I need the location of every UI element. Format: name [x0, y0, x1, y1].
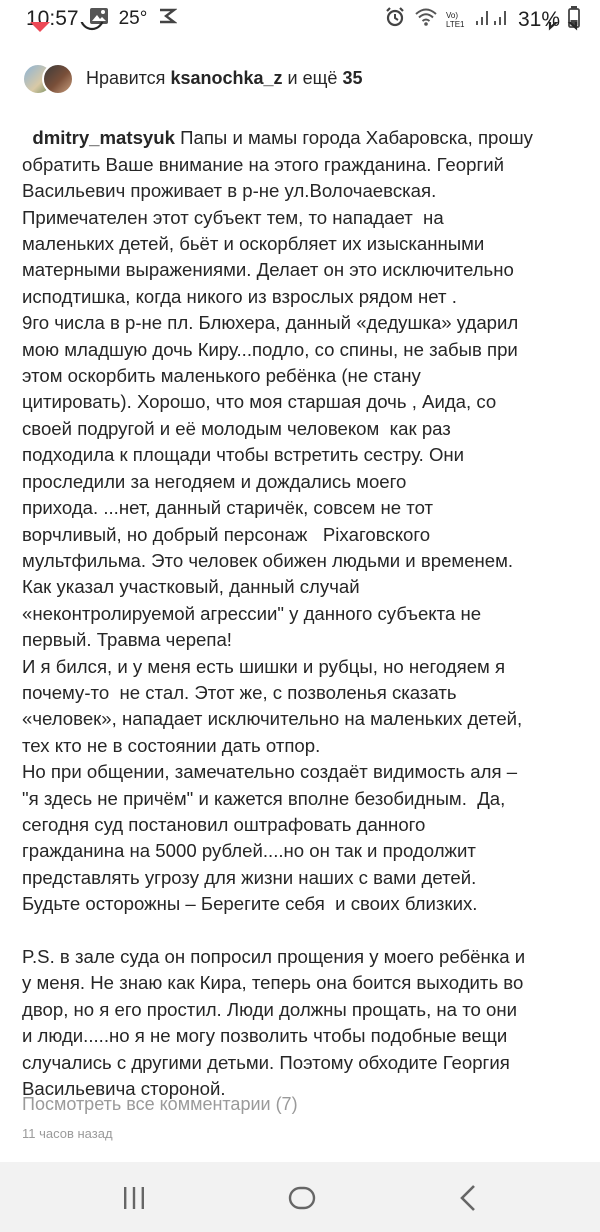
likes-user[interactable]: ksanochka_z	[170, 67, 283, 88]
caption-line: тех кто не в состоянии дать отпор.	[22, 734, 321, 756]
caption-line: и люди.....но я не могу позволить чтобы подобные вещи	[22, 1025, 508, 1047]
caption-line: почему-то не стал. Этот же, с позволенья сказать	[22, 681, 457, 703]
caption-line: прихода. ...нет, данный старичёк, совсем не тот	[22, 497, 434, 519]
home-icon	[287, 1183, 317, 1213]
back-icon	[456, 1183, 480, 1213]
caption-line: мультфильма. Это человек обижен людьми и временем.	[22, 549, 514, 571]
caption-username[interactable]: dmitry_matsyuk	[32, 127, 175, 149]
caption-line: проследили за негодяем и дождались моего	[22, 470, 407, 492]
view-comments-link[interactable]: Посмотреть все комментарии (7)	[22, 1094, 298, 1114]
caption-line: Будьте осторожны – Берегите себя и своих близких.	[22, 893, 478, 915]
caption-line: сегодня суд постановил оштрафовать данного	[22, 813, 426, 835]
caption-line: представлять угрозу для жизни наших с вами детей.	[22, 866, 477, 888]
caption-line: своей подругой и её молодым человеком как раз	[22, 417, 451, 439]
likes-prefix: Нравится	[86, 67, 166, 88]
caption-text	[22, 127, 533, 1099]
caption-line: маленьких детей, бьёт и оскорбляет их изысканными	[22, 233, 485, 255]
caption-line: случались с другими детьми. Поэтому обходите Георгия	[22, 1051, 510, 1073]
caption-line: Папы и мамы города Хабаровска, прошу	[174, 127, 533, 149]
post-caption	[22, 99, 582, 1102]
caption-line: ворчливый, но добрый персонаж Pixаговского	[22, 523, 431, 545]
caption-line: Васильевич проживает в р-не ул.Волочаевская.	[22, 180, 437, 202]
caption-line: у меня. Не знаю как Кира, теперь она боится выходить во	[22, 972, 524, 994]
home-button[interactable]	[282, 1182, 322, 1214]
caption-line: Васильевича стороной.	[22, 1078, 226, 1100]
caption-line: мою младшую дочь Киру...подло, со спины, не забыв при	[22, 338, 518, 360]
caption-line: матерными выражениями. Делает он это исключительно	[22, 259, 514, 281]
avatar	[42, 63, 74, 95]
recent-apps-button[interactable]	[114, 1182, 154, 1214]
caption-line: гражданина на 5000 рублей....но он так и продолжит	[22, 840, 476, 862]
caption-line: Но при общении, замечательно создаёт видимость аля –	[22, 761, 518, 783]
caption-line: Примечателен этот субъект тем, то нападает на	[22, 206, 444, 228]
caption-line: И я бился, и у меня есть шишки и рубцы, но негодяем я	[22, 655, 506, 677]
caption-line: Как указал участковый, данный случай	[22, 576, 360, 598]
liker-avatars	[22, 63, 76, 93]
caption-line: «неконтролируемой агрессии" у данного субъекта не	[22, 602, 482, 624]
recent-apps-icon	[121, 1185, 147, 1211]
battery-percent: 31%	[517, 8, 560, 31]
caption-line: 9го числа в р-не пл. Блюхера, данный «дедушка» ударил	[22, 312, 519, 334]
likes-count[interactable]: 35	[342, 67, 363, 88]
caption-line: цитировать). Хорошо, что моя старшая дочь , Аида, со	[22, 391, 497, 413]
heart-icon[interactable]	[26, 22, 54, 39]
caption-line: первый. Травма черепа!	[22, 629, 232, 651]
back-button[interactable]	[448, 1182, 488, 1214]
likes-row[interactable]	[22, 62, 362, 94]
likes-middle: и ещё	[287, 67, 338, 88]
status-time: 10:57	[26, 7, 79, 30]
post-timestamp: 11 часов назад	[22, 1126, 113, 1141]
status-temperature: 25°	[118, 8, 148, 29]
caption-line: исподтишка, когда никого из взрослых рядом нет .	[22, 285, 457, 307]
action-icons-row	[0, 22, 600, 44]
caption-line: этом оскорбить маленького ребёнка (не стану	[22, 365, 421, 387]
bookmark-icon[interactable]	[548, 22, 578, 43]
navigation-bar	[0, 1162, 600, 1232]
caption-line: подходила к площади чтобы встретить сестру. Они	[22, 444, 465, 466]
caption-line: двор, но я его простил. Люди должны прощать, на то они	[22, 998, 518, 1020]
caption-line: "я здесь не причём" и кажется вполне безобидным. Да,	[22, 787, 506, 809]
caption-line: «человек», нападает исключительно на маленьких детей,	[22, 708, 523, 730]
network-label: Vo) LTE1	[445, 11, 465, 29]
comment-icon[interactable]	[78, 22, 106, 39]
caption-line: обратить Ваше внимание на этого гражданина. Георгий	[22, 153, 504, 175]
caption-line: P.S. в зале суда он попросил прощения у моего ребёнка и	[22, 946, 526, 967]
